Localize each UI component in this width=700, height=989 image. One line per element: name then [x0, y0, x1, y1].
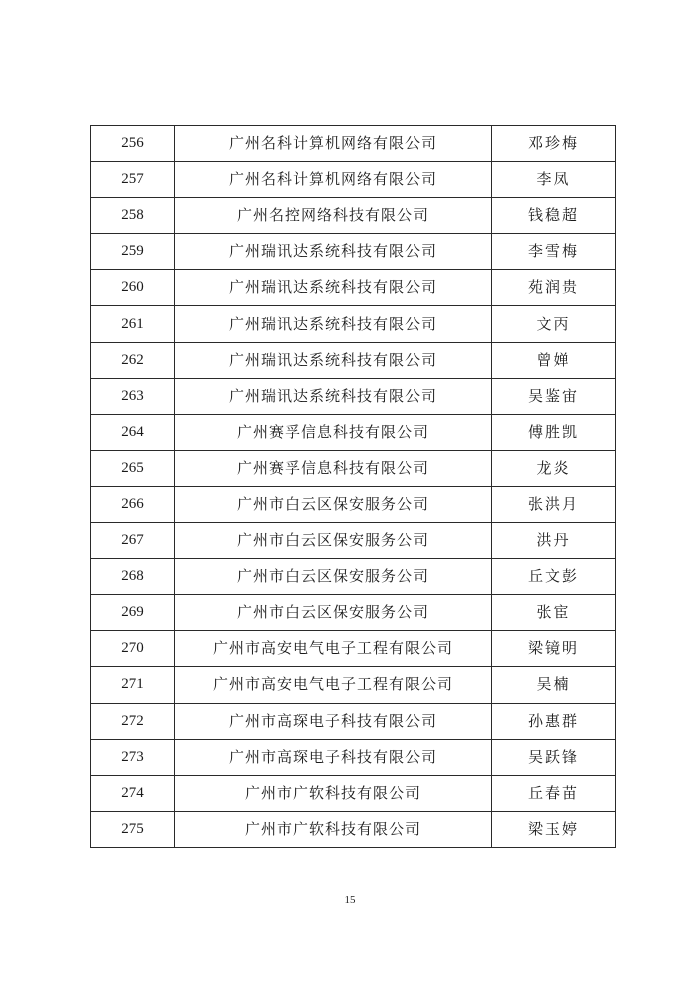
person-name-cell: 丘春苗: [492, 775, 616, 811]
table-row: [91, 811, 616, 847]
table-row: [91, 703, 616, 739]
person-name-cell: 钱稳超: [492, 198, 616, 234]
table-row: [91, 486, 616, 522]
table-row: [91, 162, 616, 198]
table-row: [91, 523, 616, 559]
row-number-cell: 265: [91, 450, 175, 486]
row-number-cell: 257: [91, 162, 175, 198]
table-row: [91, 775, 616, 811]
company-name-cell: 广州市高琛电子科技有限公司: [175, 739, 492, 775]
table-row: [91, 378, 616, 414]
person-name-cell: 李雪梅: [492, 234, 616, 270]
company-name-cell: 广州瑞讯达系统科技有限公司: [175, 270, 492, 306]
person-name-cell: 张宦: [492, 595, 616, 631]
row-number-cell: 272: [91, 703, 175, 739]
company-name-cell: 广州瑞讯达系统科技有限公司: [175, 306, 492, 342]
row-number-cell: 263: [91, 378, 175, 414]
row-number-cell: 256: [91, 126, 175, 162]
row-number-cell: 262: [91, 342, 175, 378]
person-name-cell: 张洪月: [492, 486, 616, 522]
company-name-cell: 广州市白云区保安服务公司: [175, 523, 492, 559]
person-name-cell: 傅胜凯: [492, 414, 616, 450]
table-row: [91, 270, 616, 306]
table-row: [91, 306, 616, 342]
table-row: [91, 414, 616, 450]
roster-table-body: [91, 126, 616, 848]
table-row: [91, 631, 616, 667]
row-number-cell: 259: [91, 234, 175, 270]
person-name-cell: 曾婵: [492, 342, 616, 378]
company-name-cell: 广州市白云区保安服务公司: [175, 559, 492, 595]
person-name-cell: 梁玉婷: [492, 811, 616, 847]
row-number-cell: 267: [91, 523, 175, 559]
row-number-cell: 260: [91, 270, 175, 306]
company-name-cell: 广州名控网络科技有限公司: [175, 198, 492, 234]
table-row: [91, 667, 616, 703]
row-number-cell: 275: [91, 811, 175, 847]
company-name-cell: 广州赛孚信息科技有限公司: [175, 450, 492, 486]
row-number-cell: 274: [91, 775, 175, 811]
company-name-cell: 广州名科计算机网络有限公司: [175, 162, 492, 198]
person-name-cell: 丘文彭: [492, 559, 616, 595]
row-number-cell: 273: [91, 739, 175, 775]
company-name-cell: 广州市高安电气电子工程有限公司: [175, 667, 492, 703]
table-row: [91, 342, 616, 378]
table-row: [91, 126, 616, 162]
row-number-cell: 270: [91, 631, 175, 667]
company-name-cell: 广州赛孚信息科技有限公司: [175, 414, 492, 450]
company-name-cell: 广州瑞讯达系统科技有限公司: [175, 342, 492, 378]
person-name-cell: 吴跃锋: [492, 739, 616, 775]
row-number-cell: 261: [91, 306, 175, 342]
row-number-cell: 266: [91, 486, 175, 522]
row-number-cell: 268: [91, 559, 175, 595]
person-name-cell: 李凤: [492, 162, 616, 198]
company-name-cell: 广州市白云区保安服务公司: [175, 486, 492, 522]
table-row: [91, 559, 616, 595]
table-row: [91, 198, 616, 234]
person-name-cell: 吴楠: [492, 667, 616, 703]
table-row: [91, 234, 616, 270]
table-row: [91, 595, 616, 631]
row-number-cell: 258: [91, 198, 175, 234]
person-name-cell: 文丙: [492, 306, 616, 342]
person-name-cell: 洪丹: [492, 523, 616, 559]
person-name-cell: 孙惠群: [492, 703, 616, 739]
company-name-cell: 广州市广软科技有限公司: [175, 775, 492, 811]
row-number-cell: 264: [91, 414, 175, 450]
row-number-cell: 269: [91, 595, 175, 631]
company-name-cell: 广州瑞讯达系统科技有限公司: [175, 234, 492, 270]
table-row: [91, 739, 616, 775]
company-name-cell: 广州瑞讯达系统科技有限公司: [175, 378, 492, 414]
company-name-cell: 广州市高琛电子科技有限公司: [175, 703, 492, 739]
table-row: [91, 450, 616, 486]
company-name-cell: 广州市白云区保安服务公司: [175, 595, 492, 631]
person-name-cell: 梁镜明: [492, 631, 616, 667]
roster-table: [90, 125, 616, 848]
company-name-cell: 广州名科计算机网络有限公司: [175, 126, 492, 162]
page-number: 15: [344, 894, 356, 906]
person-name-cell: 吴鉴宙: [492, 378, 616, 414]
person-name-cell: 苑润贵: [492, 270, 616, 306]
person-name-cell: 邓珍梅: [492, 126, 616, 162]
company-name-cell: 广州市高安电气电子工程有限公司: [175, 631, 492, 667]
row-number-cell: 271: [91, 667, 175, 703]
company-name-cell: 广州市广软科技有限公司: [175, 811, 492, 847]
person-name-cell: 龙炎: [492, 450, 616, 486]
